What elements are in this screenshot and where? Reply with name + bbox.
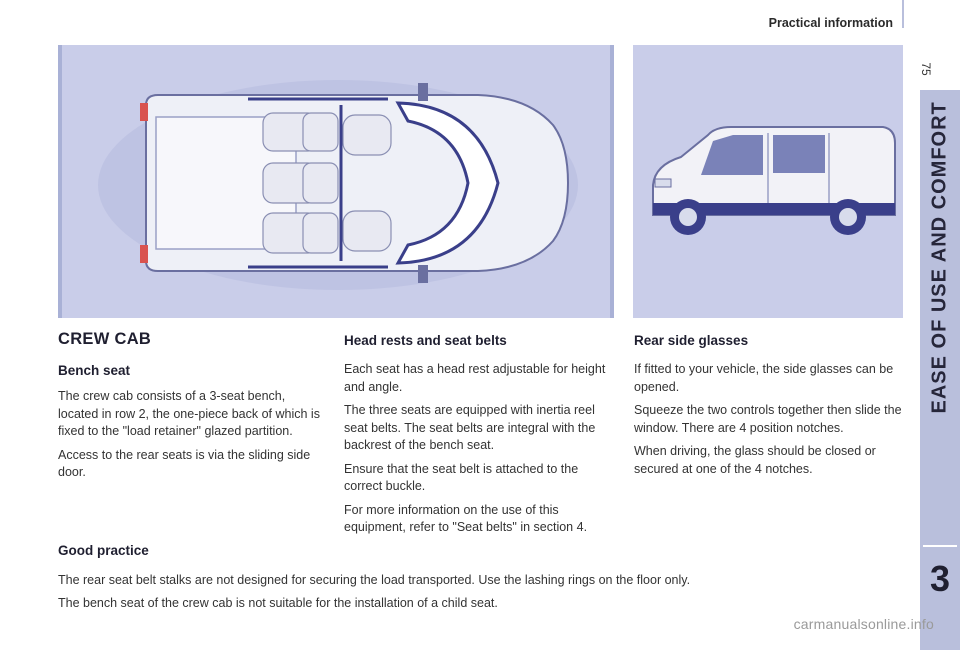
- rear-side-glasses-heading: Rear side glasses: [634, 333, 749, 348]
- good-practice-section: [58, 543, 908, 617]
- head-rests-paragraph: Each seat has a head rest adjustable for height and angle.: [344, 362, 606, 394]
- head-rests-paragraph: The three seats are equipped with inertia reel seat belts. The seat belts are integral with the backrest of the bench seat.: [344, 403, 596, 452]
- bench-seat-heading: Bench seat: [58, 363, 131, 378]
- chapter-side-tab: [920, 90, 960, 650]
- illustration-edge-left: [58, 45, 62, 318]
- tab-divider: [923, 545, 957, 547]
- page-number: 75: [919, 62, 933, 76]
- chapter-number: 3: [929, 558, 951, 599]
- header-title: Practical information: [768, 16, 893, 30]
- site-watermark: carmanualsonline.info: [793, 616, 934, 632]
- illustration-edge-right: [610, 45, 614, 318]
- head-rests-heading: Head rests and seat belts: [344, 333, 507, 348]
- good-practice-paragraph: The rear seat belt stalks are not designed for securing the load transported. Use the lashing rings on the floor only.: [58, 573, 691, 587]
- crew-cab-top-view-illustration: [58, 45, 614, 318]
- bench-seat-paragraph: The crew cab consists of a 3-seat bench, located in row 2, the one-piece back of which is fixed to the "load retainer" glazed partition.: [58, 389, 320, 438]
- page-header: [0, 0, 960, 40]
- chapter-title: EASE OF USE AND COMFORT: [928, 101, 951, 414]
- rear-side-glasses-paragraph: If fitted to your vehicle, the side glasses can be opened.: [634, 362, 894, 394]
- header-divider: [902, 0, 904, 28]
- head-rests-paragraph: For more information on the use of this equipment, refer to "Seat belts" in section 4.: [344, 502, 588, 534]
- van-side-view-icon: [633, 45, 903, 318]
- crew-cab-column: [58, 330, 320, 488]
- rear-side-glasses-paragraph: When driving, the glass should be closed or secured at one of the 4 notches.: [634, 444, 876, 476]
- head-rests-paragraph: Ensure that the seat belt is attached to the correct buckle.: [344, 461, 579, 493]
- vehicle-top-view-icon: [58, 45, 614, 318]
- crew-cab-heading: CREW CAB: [58, 330, 152, 348]
- rear-side-glasses-column: [634, 330, 910, 484]
- good-practice-paragraph: The bench seat of the crew cab is not suitable for the installation of a child seat.: [58, 595, 498, 610]
- good-practice-heading: Good practice: [58, 543, 149, 558]
- bench-seat-paragraph: Access to the rear seats is via the sliding side door.: [58, 447, 311, 479]
- rear-side-glasses-paragraph: Squeeze the two controls together then slide the window. There are 4 position notches.: [634, 403, 902, 435]
- head-rests-column: [344, 330, 614, 543]
- van-side-view-illustration: [633, 45, 903, 318]
